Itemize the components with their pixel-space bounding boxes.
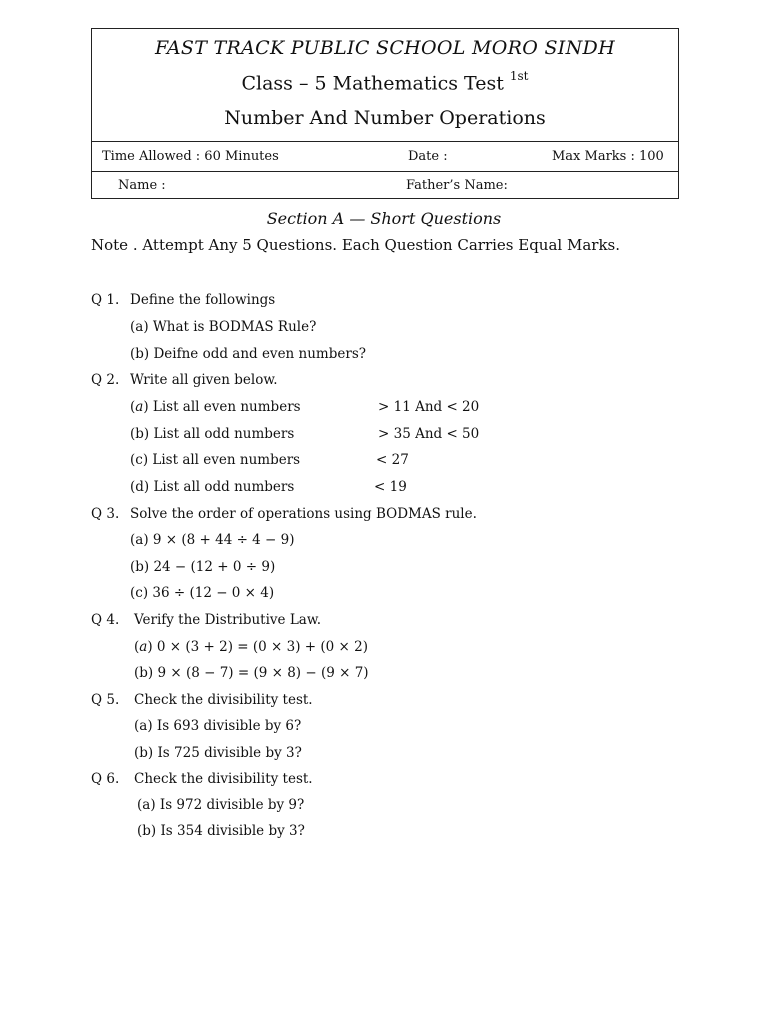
question-text: Write all given below. <box>130 372 278 388</box>
question-part: (d) List all odd numbers <box>130 479 295 495</box>
name-field: Name : <box>118 178 166 193</box>
class-title: Class – 5 Mathematics Test <box>241 72 504 95</box>
question-number: Q 6. <box>91 771 120 787</box>
school-name: FAST TRACK PUBLIC SCHOOL MORO SINDH <box>155 37 615 59</box>
question-condition: < 27 <box>376 452 409 468</box>
question-part: (a) 9 × (8 + 44 ÷ 4 − 9) <box>130 532 295 548</box>
question-number: Q 3. <box>91 506 120 522</box>
question-part: (𝑎) 0 × (3 + 2) = (0 × 3) + (0 × 2) <box>134 639 368 655</box>
header-box <box>91 28 679 199</box>
question-part: (a) Is 972 divisible by 9? <box>137 797 305 813</box>
question-part: (b) Is 354 divisible by 3? <box>137 823 305 839</box>
class-line <box>92 71 678 94</box>
question-part: (a) Is 693 divisible by 6? <box>134 718 302 734</box>
question-part: (b) Is 725 divisible by 3? <box>134 745 302 761</box>
question-text: Verify the Distributive Law. <box>134 612 322 628</box>
question-text: Solve the order of operations using BODMAS rule. <box>130 506 477 522</box>
test-number: 1st <box>509 69 529 83</box>
question-part: (b) 9 × (8 − 7) = (9 × 8) − (9 × 7) <box>134 665 369 681</box>
question-part: (𝑎) List all even numbers <box>130 399 301 415</box>
divider <box>92 141 678 142</box>
question-part: (b) 24 − (12 + 0 ÷ 9) <box>130 559 276 575</box>
time-allowed: Time Allowed : 60 Minutes <box>102 149 279 164</box>
date-field: Date : <box>408 149 448 164</box>
question-number: Q 4. <box>91 612 120 628</box>
fathers-name-field: Father’s Name: <box>406 178 508 193</box>
question-number: Q 2. <box>91 372 120 388</box>
question-number: Q 1. <box>91 292 120 308</box>
divider <box>92 171 678 172</box>
question-text: Check the divisibility test. <box>134 692 313 708</box>
note: Note . Attempt Any 5 Questions. Each Question Carries Equal Marks. <box>91 236 621 254</box>
question-condition: > 11 And < 20 <box>378 399 480 415</box>
section-title: Section A — Short Questions <box>266 209 502 228</box>
subject-title: Number And Number Operations <box>224 107 546 129</box>
question-text: Define the followings <box>130 292 276 308</box>
question-condition: < 19 <box>374 479 407 495</box>
question-part: (a) What is BODMAS Rule? <box>130 319 317 335</box>
question-number: Q 5. <box>91 692 120 708</box>
question-part: (b) List all odd numbers <box>130 426 295 442</box>
question-part: (b) Deifne odd and even numbers? <box>130 346 366 362</box>
max-marks: Max Marks : 100 <box>552 149 664 164</box>
question-part: (c) 36 ÷ (12 − 0 × 4) <box>130 585 275 601</box>
question-condition: > 35 And < 50 <box>378 426 480 442</box>
question-part: (c) List all even numbers <box>130 452 301 468</box>
question-text: Check the divisibility test. <box>134 771 313 787</box>
